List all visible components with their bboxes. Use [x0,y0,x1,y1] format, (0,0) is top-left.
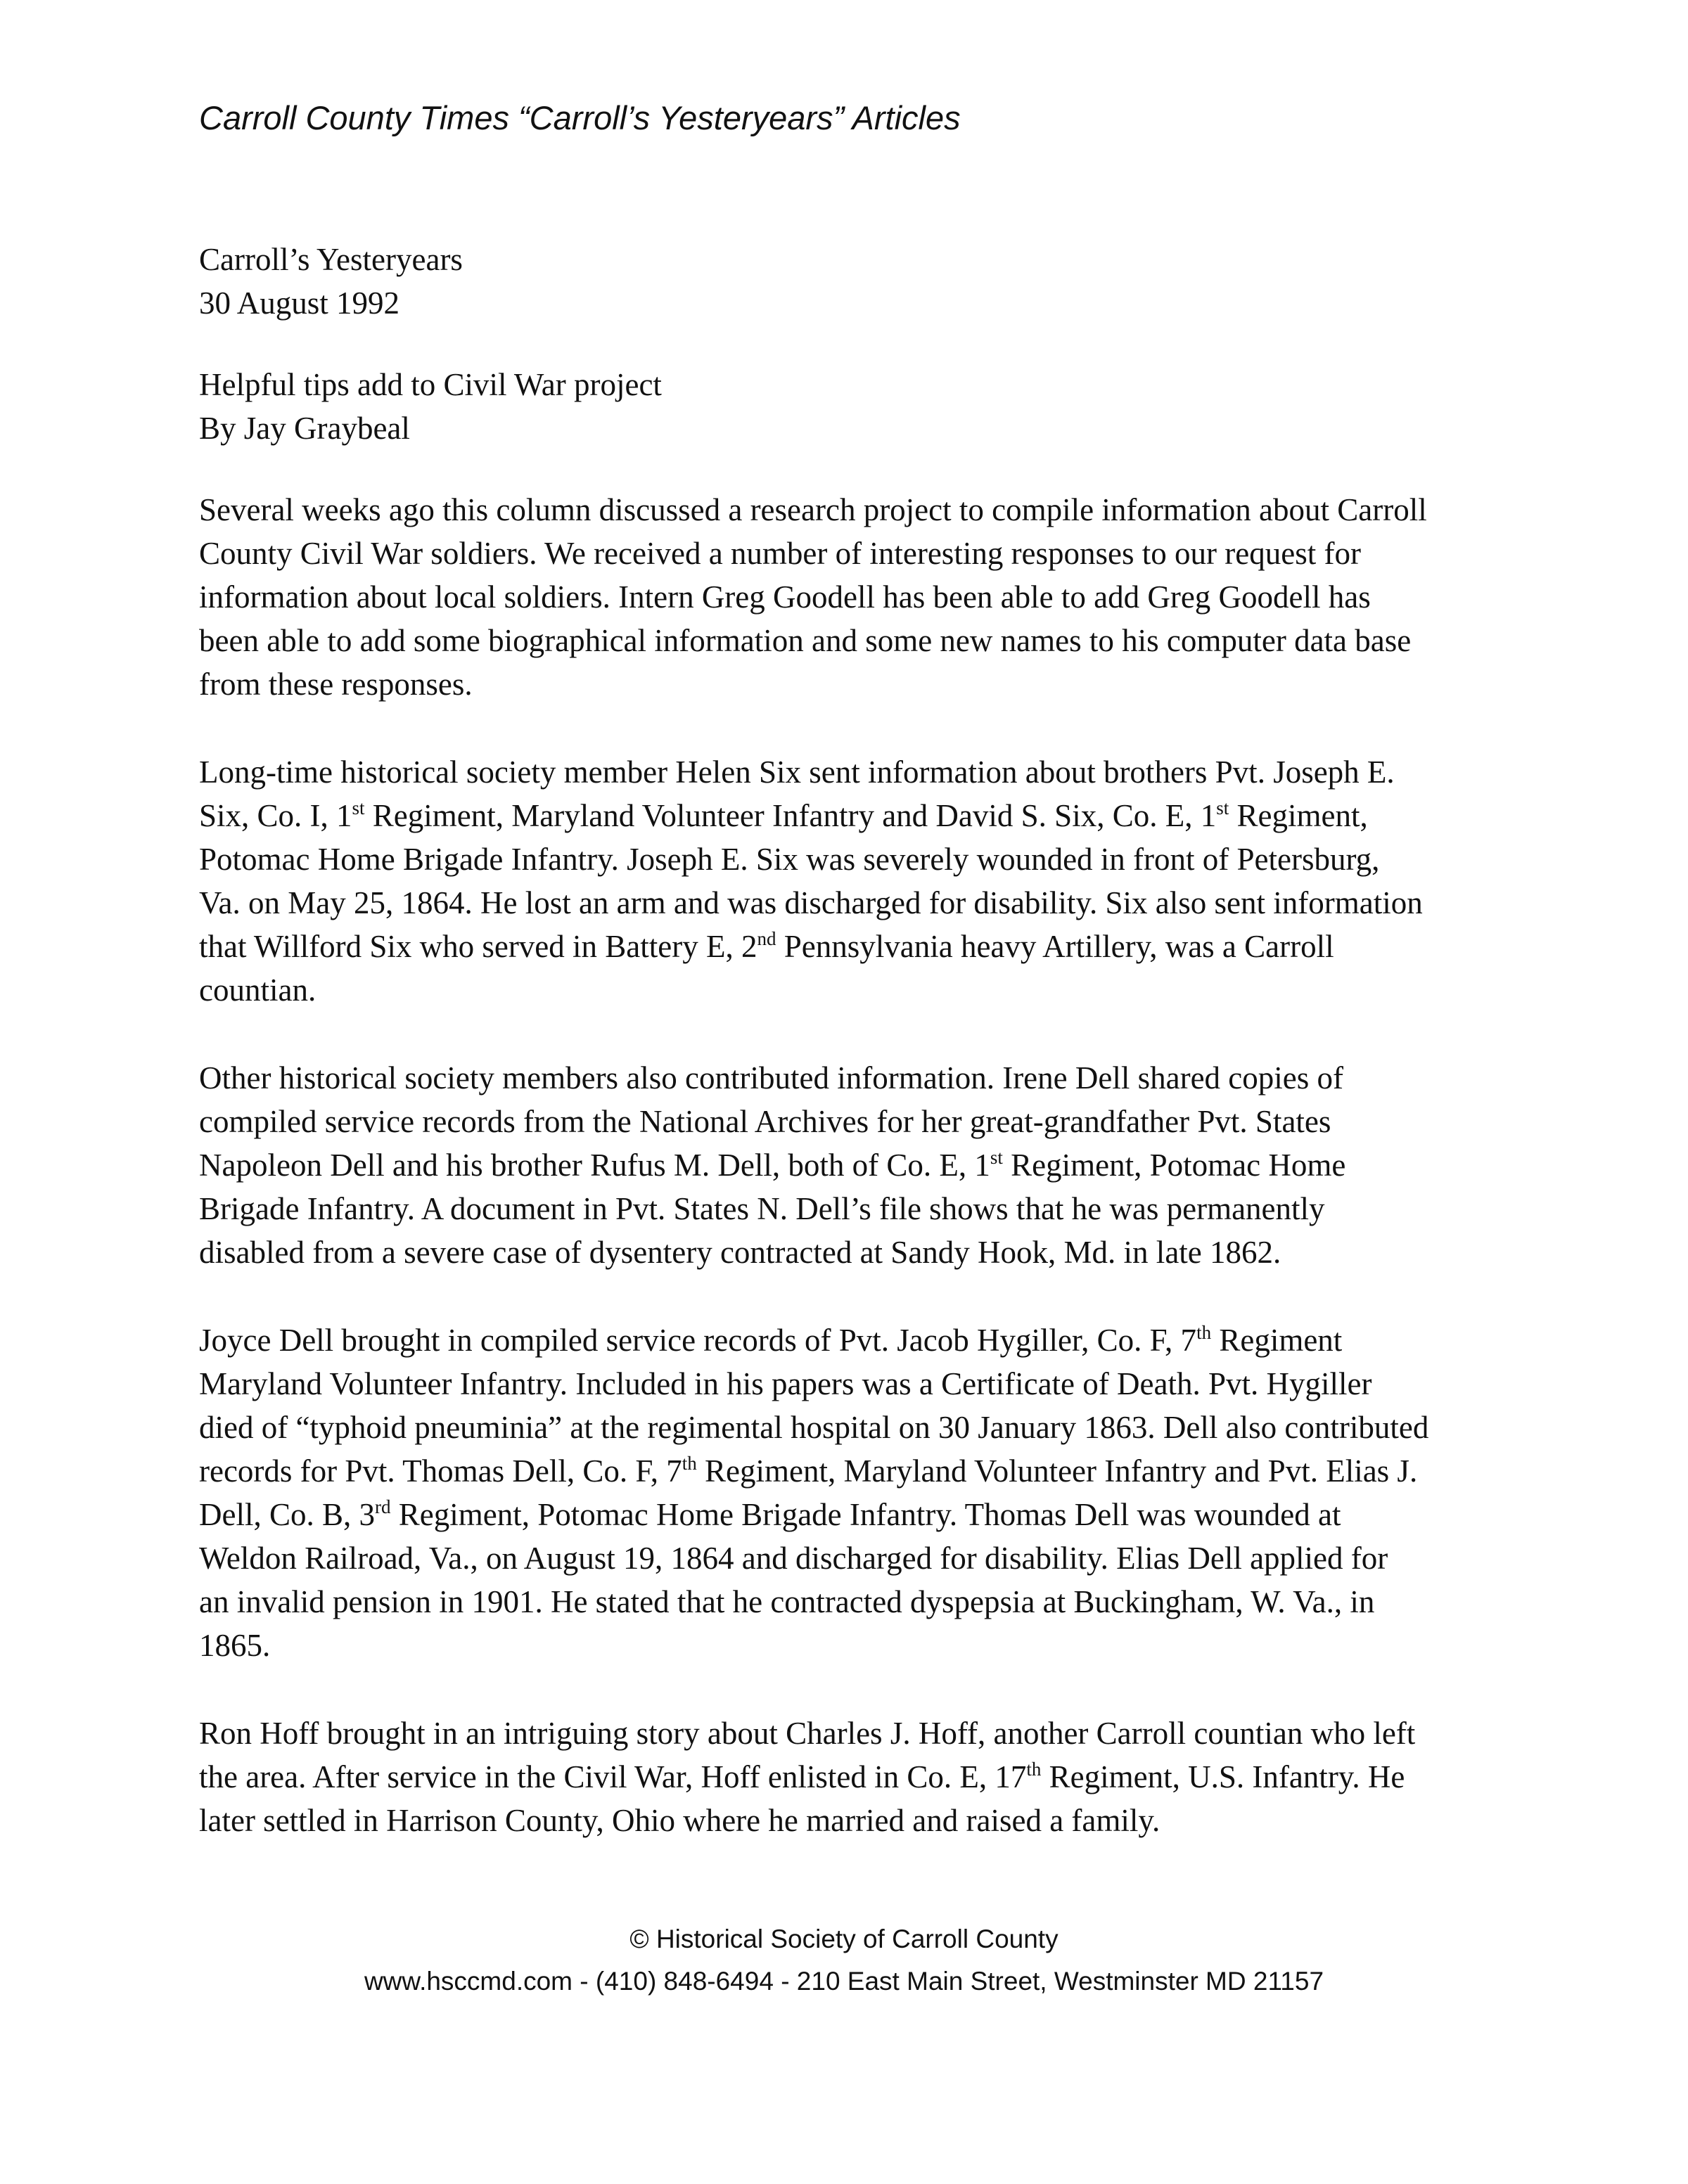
text-run: that Willford Six who served in Battery E, 2 [199,929,757,964]
ordinal-suffix: st [990,1147,1003,1168]
article-byline: By Jay Graybeal [199,411,410,446]
text-run: Joyce Dell brought in compiled service records of Pvt. Jacob Hygiller, Co. F, 7 [199,1323,1197,1358]
article-body [199,238,1428,1842]
paragraph-line [199,881,1428,925]
ordinal-suffix: nd [757,928,776,949]
paragraph-line [199,575,1428,619]
text-run: the area. After service in the Civil War, Hoff enlisted in Co. E, 17 [199,1759,1027,1794]
text-run: Napoleon Dell and his brother Rufus M. Dell, both of Co. E, 1 [199,1148,990,1183]
paragraph-line [199,925,1428,968]
article-date: 30 August 1992 [199,285,400,321]
text-run: Regiment, Maryland Volunteer Infantry and Pvt. Elias J. [696,1453,1418,1489]
paragraph [199,488,1428,706]
text-run: Potomac Home Brigade Infantry. Joseph E. Six was severely wounded in front of Petersburg, [199,842,1380,877]
text-run: Regiment, [1229,798,1368,833]
paragraph-line [199,750,1428,794]
ordinal-suffix: th [1026,1759,1042,1780]
text-run: Regiment, Potomac Home Brigade Infantry. Thomas Dell was wounded at [390,1497,1341,1532]
text-run: Pennsylvania heavy Artillery, was a Carroll [776,929,1334,964]
article-paragraphs [199,488,1428,1842]
paragraph-line [199,1318,1428,1362]
paragraph [199,1318,1428,1667]
text-run: countian. [199,972,316,1008]
article-headline: Helpful tips add to Civil War project [199,367,662,402]
column-name: Carroll’s Yesteryears [199,242,463,277]
paragraph-line [199,1755,1428,1799]
text-run: Regiment [1211,1323,1343,1358]
text-run: information about local soldiers. Intern Greg Goodell has been able to add Greg Goodell has [199,579,1371,615]
paragraph-line [199,488,1428,532]
text-run: Dell, Co. B, 3 [199,1497,376,1532]
text-run: Brigade Infantry. A document in Pvt. States N. Dell’s file shows that he was permanently [199,1191,1325,1226]
text-run: Regiment, Maryland Volunteer Infantry and David S. Six, Co. E, 1 [364,798,1217,833]
paragraph-line [199,1449,1428,1493]
paragraph-line [199,1231,1428,1274]
ordinal-suffix: th [1196,1322,1212,1343]
paragraph-line [199,1711,1428,1755]
paragraph-line [199,619,1428,662]
ordinal-suffix: th [682,1453,697,1474]
text-run: County Civil War soldiers. We received a number of interesting responses to our request for [199,536,1361,571]
text-run: from these responses. [199,667,473,702]
text-run: Regiment, U.S. Infantry. He [1041,1759,1405,1794]
paragraph-line [199,1493,1428,1536]
text-run: Weldon Railroad, Va., on August 19, 1864 and discharged for disability. Elias Dell applied for [199,1541,1388,1576]
paragraph-line [199,1056,1428,1100]
paragraph-line [199,1580,1428,1624]
paragraph-line [199,662,1428,706]
text-run: Maryland Volunteer Infantry. Included in his papers was a Certificate of Death. Pvt. Hygiller [199,1366,1372,1401]
text-run: been able to add some biographical information and some new names to his computer data base [199,623,1412,658]
text-run: later settled in Harrison County, Ohio where he married and raised a family. [199,1803,1160,1838]
ordinal-suffix: st [1216,797,1229,818]
text-run: Six, Co. I, 1 [199,798,352,833]
paragraph-line [199,1799,1428,1842]
paragraph-line [199,1624,1428,1667]
paragraph-line [199,968,1428,1012]
page-header-title: Carroll County Times “Carroll’s Yesteryears” Articles [199,99,961,136]
text-run: Regiment, Potomac Home [1002,1148,1346,1183]
text-run: died of “typhoid pneuminia” at the regimental hospital on 30 January 1863. Dell also contributed [199,1410,1429,1445]
paragraph-line [199,532,1428,575]
text-run: Ron Hoff brought in an intriguing story about Charles J. Hoff, another Carroll countian who left [199,1716,1416,1751]
paragraph-line [199,794,1428,837]
ordinal-suffix: st [352,797,365,818]
ordinal-suffix: rd [375,1496,391,1517]
text-run: Several weeks ago this column discussed a research project to compile information about Carroll [199,492,1427,527]
footer-contact: www.hsccmd.com - (410) 848-6494 - 210 East Main Street, Westminster MD 21157 [364,1967,1324,1996]
paragraph-line [199,1362,1428,1406]
paragraph-line [199,1143,1428,1187]
paragraph-line [199,1100,1428,1143]
paragraph [199,1711,1428,1842]
paragraph-line [199,1536,1428,1580]
text-run: disabled from a severe case of dysentery contracted at Sandy Hook, Md. in late 1862. [199,1235,1281,1270]
text-run: Va. on May 25, 1864. He lost an arm and was discharged for disability. Six also sent information [199,885,1423,920]
text-run: an invalid pension in 1901. He stated that he contracted dyspepsia at Buckingham, W. Va., in [199,1584,1375,1619]
text-run: records for Pvt. Thomas Dell, Co. F, 7 [199,1453,682,1489]
footer-copyright: © Historical Society of Carroll County [629,1925,1059,1953]
text-run: Other historical society members also contributed information. Irene Dell shared copies of [199,1060,1343,1096]
paragraph [199,750,1428,1012]
paragraph-line [199,1187,1428,1231]
text-run: compiled service records from the National Archives for her great-grandfather Pvt. States [199,1104,1331,1139]
paragraph-line [199,837,1428,881]
paragraph [199,1056,1428,1274]
text-run: Long-time historical society member Helen Six sent information about brothers Pvt. Joseph E. [199,754,1395,790]
text-run: 1865. [199,1628,271,1663]
paragraph-line [199,1406,1428,1449]
